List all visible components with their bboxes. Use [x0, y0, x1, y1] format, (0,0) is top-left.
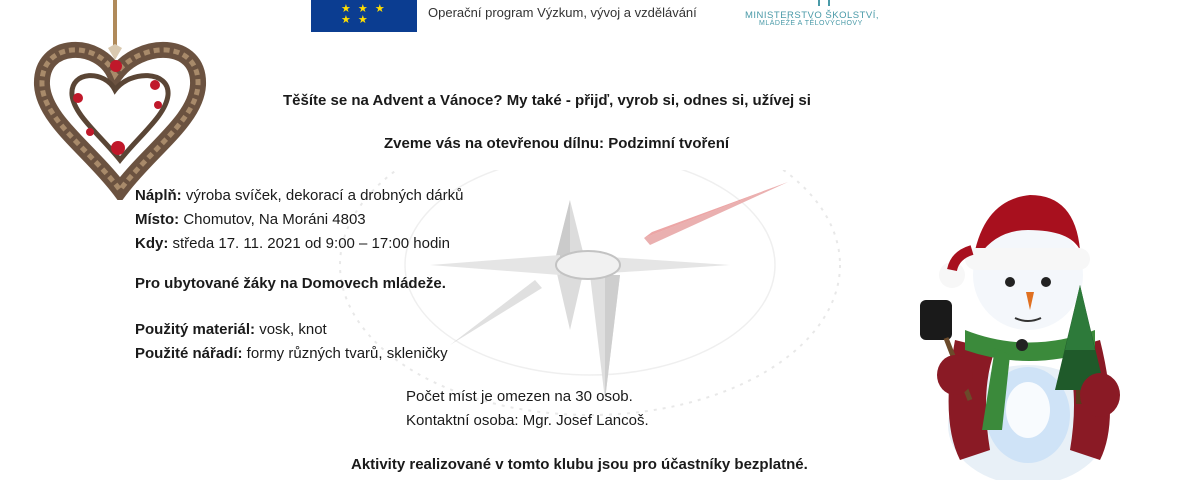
eu-stars-icon: ★ ★ ★ ★ ★ [341, 3, 387, 26]
program-label: Operační program Výzkum, vývoj a vzdělávání [428, 5, 697, 20]
detail-label: Náplň: [135, 187, 182, 204]
tools-value: formy různých tvarů, skleničky [242, 345, 448, 362]
detail-row-time [135, 232, 463, 256]
capacity-note: Počet míst je omezen na 30 osob. [406, 388, 633, 405]
detail-label: Místo: [135, 211, 180, 228]
ministry-name-line1: MINISTERSTVO ŠKOLSTVÍ, [745, 10, 879, 21]
detail-value: výroba svíček, dekorací a drobných dárků [181, 187, 464, 204]
material-label: Použitý materiál: [135, 321, 256, 338]
contact-person: Kontaktní osoba: Mgr. Josef Lancoš. [406, 412, 649, 429]
material-value: vosk, knot [255, 321, 327, 338]
event-details [135, 184, 463, 256]
detail-label: Kdy: [135, 235, 169, 252]
materials-section [135, 318, 448, 366]
ministry-name-line2: MLÁDEŽE A TĚLOVÝCHOVY [759, 20, 863, 27]
audience-note: Pro ubytované žáky na Domovech mládeže. [135, 275, 446, 292]
tools-label: Použité nářadí: [135, 345, 243, 362]
tools-row [135, 342, 448, 366]
material-row [135, 318, 448, 342]
heart-wreath-image [20, 0, 210, 200]
headline: Těšíte se na Advent a Vánoce? My také - přijď, vyrob si, odnes si, užívej si [283, 92, 811, 109]
snowman-image [910, 190, 1150, 480]
ministry-mark-icon [818, 0, 830, 6]
invitation-title: Zveme vás na otevřenou dílnu: Podzimní tvoření [384, 135, 730, 152]
detail-value: Chomutov, Na Moráni 4803 [179, 211, 366, 228]
ministry-logo [745, 0, 885, 32]
footer-note: Aktivity realizované v tomto klubu jsou pro účastníky bezplatné. [351, 456, 808, 473]
detail-row-content [135, 184, 463, 208]
eu-flag-logo [311, 0, 417, 32]
detail-value: středa 17. 11. 2021 od 9:00 – 17:00 hodin [168, 235, 450, 252]
detail-row-place [135, 208, 463, 232]
